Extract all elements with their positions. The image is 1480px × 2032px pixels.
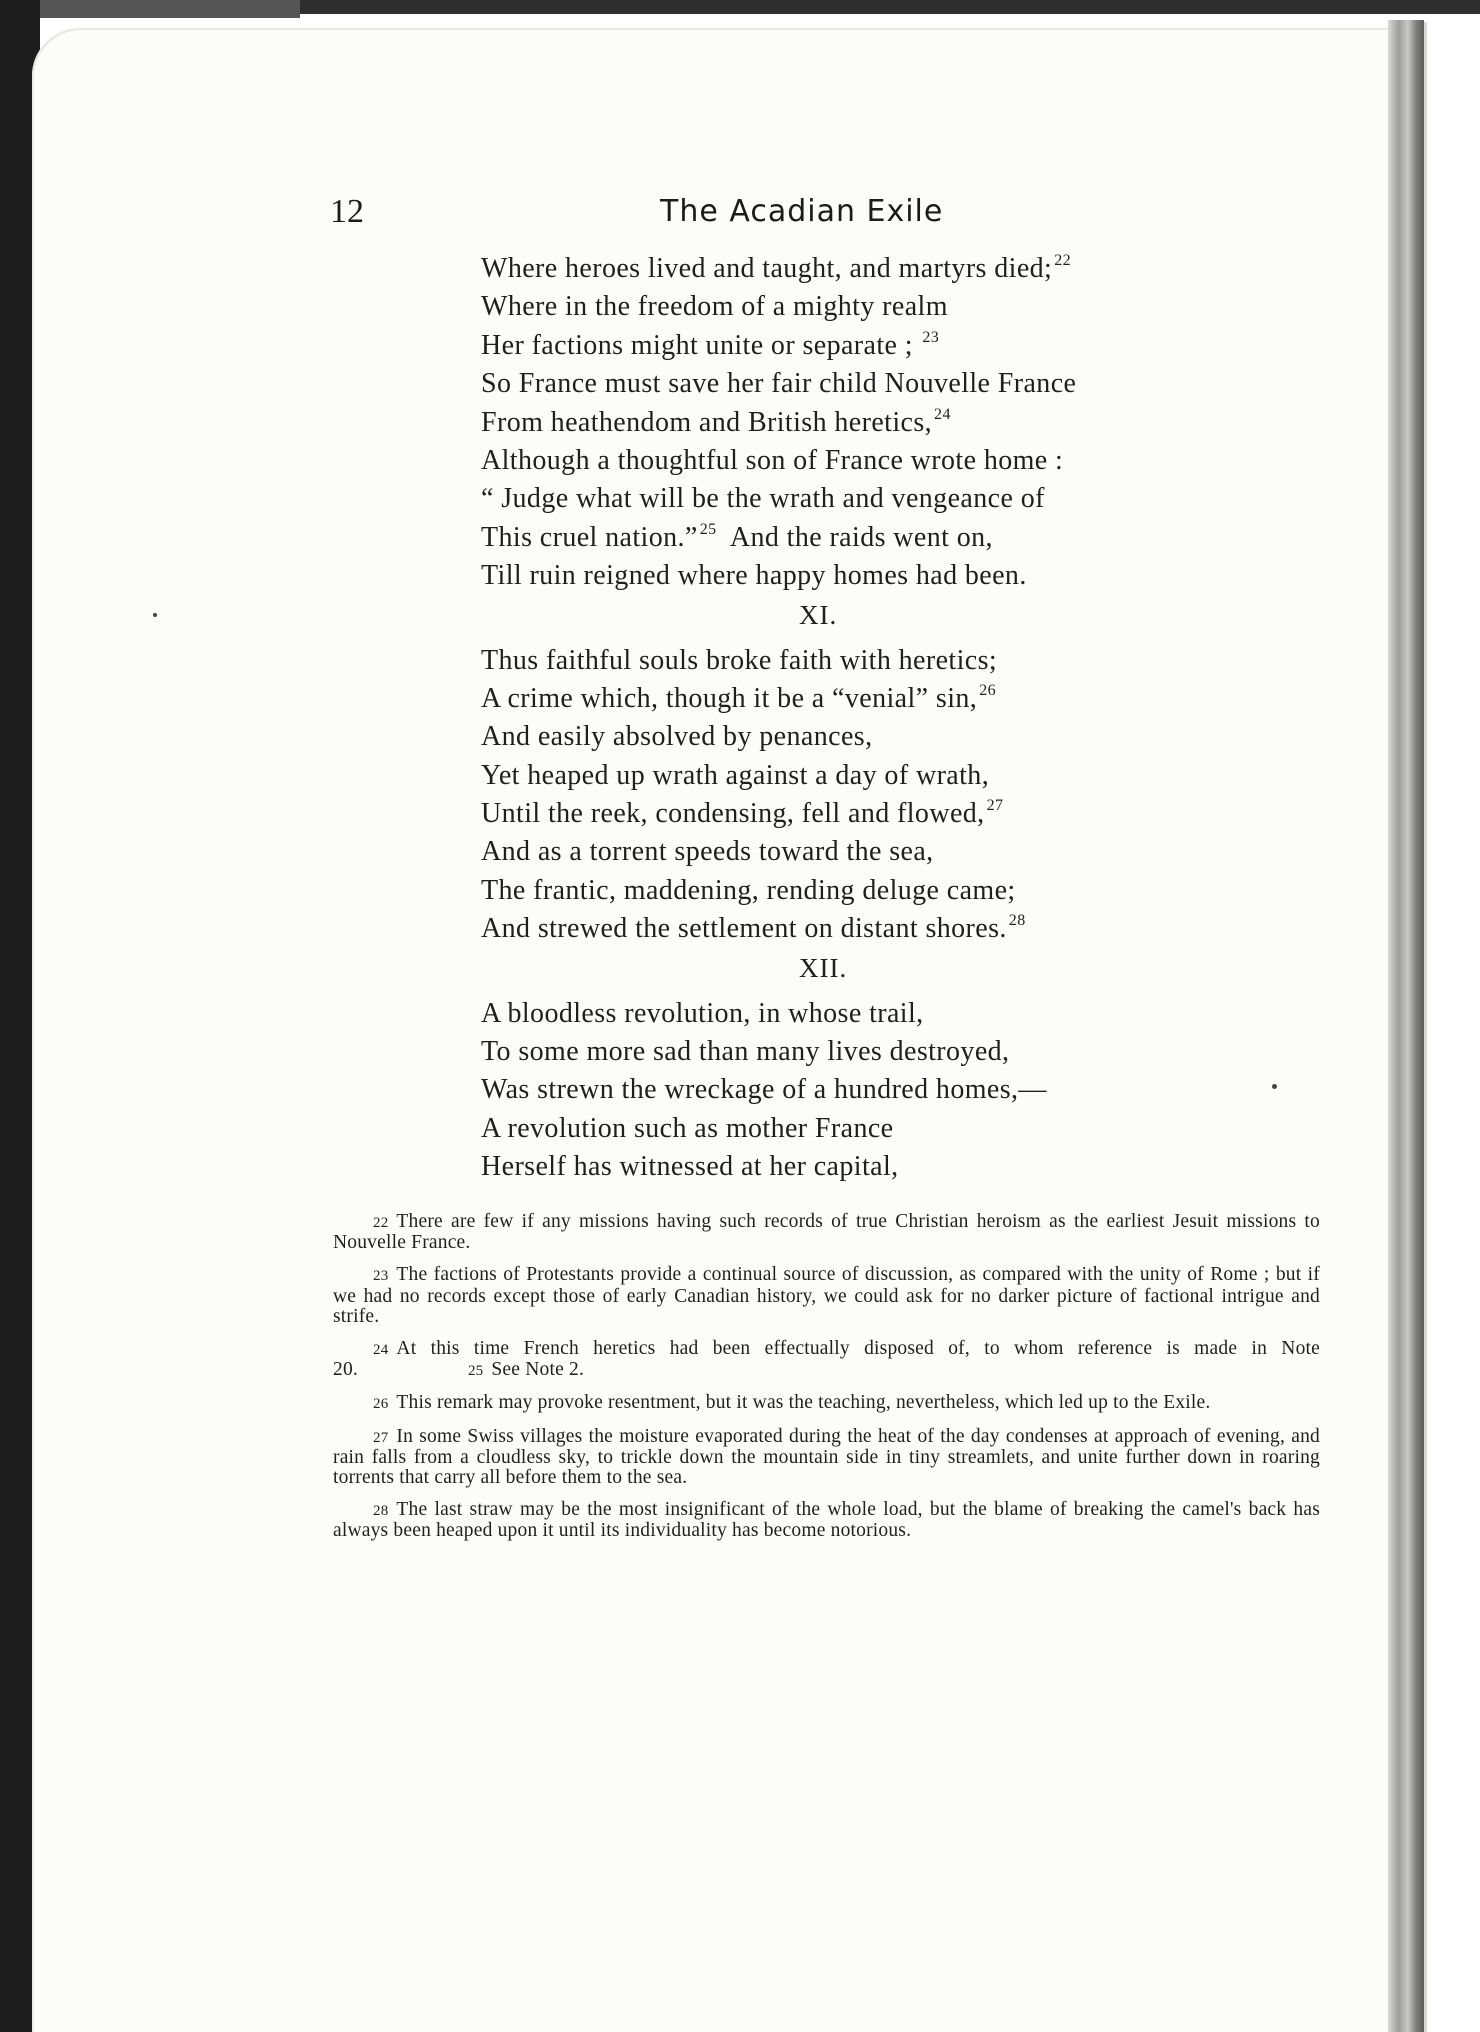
footnote-28 [333,1500,1320,1541]
line-text: Where in the freedom of a mighty realm [481,291,948,323]
poem-line [481,288,1241,326]
note-ref: 25 [699,520,717,538]
footnote-number: 24 [373,1342,389,1359]
footnote-text: This remark may provoke resentment, but it was the teaching, nevertheless, which led up to the Exile. [396,1392,1211,1414]
line-text: The frantic, maddening, rending deluge came; [481,874,1016,906]
footnotes [333,1212,1320,1554]
line-text: So France must save her fair child Nouvelle France [481,368,1077,400]
poem-line [481,1033,1241,1071]
note-ref: 27 [986,797,1004,815]
footnote-24 [333,1339,1320,1381]
line-text: A revolution such as mother France [481,1112,894,1144]
footnote-number: 25 [467,1363,484,1380]
page-edge-shadow [1424,22,1427,2032]
footnote-text: See Note 2. [491,1359,585,1381]
line-text: A bloodless revolution, in whose trail, [481,997,924,1029]
poem-line [481,404,1241,442]
line-text-continued: And the raids went on, [716,521,993,553]
line-text: Was strewn the wreckage of a hundred homes,— [481,1074,1047,1106]
footnote-number: 28 [373,1503,389,1520]
poem-body [481,250,1241,1187]
footnote-number: 27 [373,1429,389,1446]
poem-line [481,910,1241,948]
ink-speck [153,613,157,617]
line-text: Till ruin reigned where happy homes had been. [481,560,1027,592]
poem-line [481,680,1241,718]
running-header [330,190,1030,234]
poem-line [481,795,1241,833]
footnote-text: In some Swiss villages the moisture evaporated during the heat of the day condenses at approach of evening, and rain falls from a cloudless sky, to trickle down the mountain side in tiny streamlets, and unite further down in roaring torrents that carry all before them to the sea. [333,1425,1320,1489]
note-ref: 28 [1008,912,1026,930]
page-stack-edge [1388,20,1424,2032]
line-text: To some more sad than many lives destroyed, [481,1036,1010,1068]
stanza-heading-xi: XI. [799,599,838,630]
line-text: From heathendom and British heretics, [481,406,933,438]
footnote-27 [333,1427,1320,1489]
line-text: Although a thoughtful son of France wrote home : [481,444,1064,476]
footnote-26 [333,1393,1320,1414]
footnote-text: There are few if any missions having such records of true Christian heroism as the earliest Jesuit missions to Nouvelle France. [333,1211,1320,1254]
poem-line [481,327,1241,365]
line-text: Where heroes lived and taught, and martyrs died; [481,253,1053,284]
footnote-number: 23 [373,1268,389,1285]
poem-line [481,365,1241,403]
line-text: A crime which, though it be a “venial” sin, [481,682,978,714]
note-ref: 22 [1054,252,1072,269]
poem-line [481,480,1241,518]
line-text: Yet heaped up wrath against a day of wrath, [481,759,990,791]
line-text: “ Judge what will be the wrath and vengeance of [481,483,1045,515]
footnote-text: The factions of Protestants provide a continual source of discussion, as compared with the unity of Rome ; but if we had no records except those of early Canadian history, we could ask for no darker picture of factional intrigue and strife. [333,1264,1320,1327]
running-title: The Acadian Exile [660,194,944,229]
line-text: Her factions might unite or separate ; [481,329,913,361]
note-ref: 24 [934,405,951,423]
line-text: And strewed the settlement on distant shores. [481,913,1007,945]
poem-line [481,757,1241,795]
scan-top-edge-dark [0,0,300,18]
note-ref: 23 [922,328,940,346]
poem-line [481,995,1241,1033]
poem-line [481,250,1241,288]
poem-line [481,442,1241,480]
poem-line [481,519,1241,557]
poem-line [481,718,1241,756]
line-text: And easily absolved by penances, [481,721,873,753]
footnote-number: 26 [373,1396,389,1413]
footnote-text: The last straw may be the most insignificant of the whole load, but the blame of breaking the camel's back has always been heaped upon it until its individuality has become notorious. [333,1499,1320,1542]
footnote-number: 22 [373,1215,389,1231]
line-text: Until the reek, condensing, fell and flowed, [481,798,985,830]
footnote-text: At this time French heretics had been effectually disposed of, to whom reference is made in Note 20. [333,1338,1320,1381]
footnote-22 [333,1212,1320,1253]
poem-line [481,642,1241,680]
line-text: And as a torrent speeds toward the sea, [481,836,934,868]
line-text: This cruel nation.” [481,521,698,553]
line-text: Herself has witnessed at her capital, [481,1151,899,1183]
footnote-23 [333,1265,1320,1327]
note-ref: 26 [979,681,996,699]
page-number: 12 [330,193,364,230]
poem-line [481,1110,1241,1148]
poem-line [481,1148,1241,1186]
poem-line [481,1071,1241,1109]
poem-line [481,833,1241,871]
poem-line [481,557,1241,595]
line-text: Thus faithful souls broke faith with heretics; [481,644,998,676]
stanza-heading-xii: XII. [799,952,848,983]
ink-speck [1272,1084,1277,1089]
poem-line [481,872,1241,910]
